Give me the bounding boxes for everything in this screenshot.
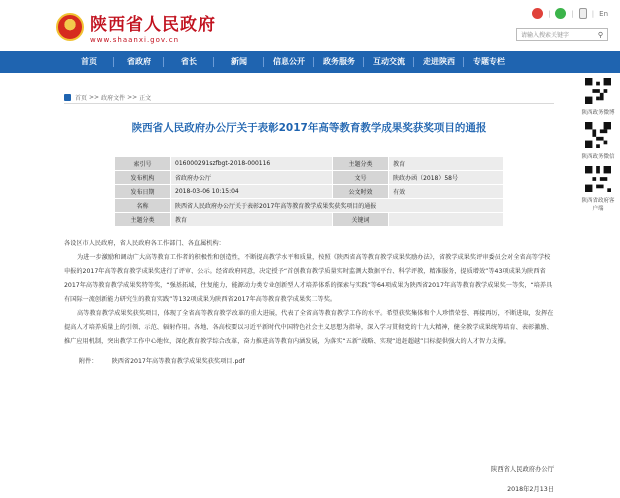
divider xyxy=(64,103,554,104)
sign-date: 2018年2月13日 xyxy=(507,486,554,493)
meta-value: 016000291szfbgt-2018-000116 xyxy=(171,157,333,171)
meta-value: 2018-03-06 10:15:04 xyxy=(171,185,333,199)
meta-value: 教育 xyxy=(171,213,333,227)
article-body xyxy=(64,237,554,369)
breadcrumb-sep: >> xyxy=(89,94,100,101)
qr-weibo[interactable] xyxy=(581,78,615,116)
meta-label: 索引号 xyxy=(115,157,171,171)
site-url: www.shaanxi.gov.cn xyxy=(90,36,180,44)
meta-value: 教育 xyxy=(389,157,504,171)
site-title: 陕西省人民政府 xyxy=(90,15,216,35)
qr-app[interactable] xyxy=(581,166,615,212)
nav-item-info-disclosure[interactable]: 信息公开 xyxy=(264,51,314,73)
breadcrumb-home[interactable]: 首页 xyxy=(75,95,88,102)
meta-value: 陕西省人民政府办公厅关于表彰2017年高等教育教学成果奖获奖项目的通报 xyxy=(171,199,504,213)
qr-code-icon xyxy=(585,166,611,192)
attachment-label: 附件： xyxy=(79,358,98,365)
meta-label: 发布机构 xyxy=(115,171,171,185)
nav-item-interaction[interactable]: 互动交流 xyxy=(364,51,414,73)
search-placeholder: 请输入搜索关键字 xyxy=(521,32,570,39)
meta-label: 文号 xyxy=(333,171,389,185)
nav-item-about-shaanxi[interactable]: 走进陕西 xyxy=(414,51,464,73)
qr-code-icon xyxy=(585,122,611,148)
meta-value: 省政府办公厅 xyxy=(171,171,333,185)
nav-item-home[interactable]: 首页 xyxy=(64,51,114,73)
main-nav xyxy=(0,51,620,73)
nav-item-services[interactable]: 政务服务 xyxy=(314,51,364,73)
logo-text xyxy=(90,10,216,44)
meta-value: 陕政办函（2018）58号 xyxy=(389,171,504,185)
home-icon xyxy=(64,94,71,101)
meta-label: 发布日期 xyxy=(115,185,171,199)
meta-value: 有效 xyxy=(389,185,504,199)
meta-label: 名称 xyxy=(115,199,171,213)
qr-code-icon xyxy=(585,78,611,104)
wechat-icon[interactable] xyxy=(555,8,566,19)
breadcrumb-current: 正文 xyxy=(139,95,152,102)
qr-caption: 陕西省政府客户端 xyxy=(581,198,615,212)
meta-label: 公文时效 xyxy=(333,185,389,199)
qr-caption: 陕西政务微博 xyxy=(581,110,615,116)
breadcrumb xyxy=(64,93,151,102)
qr-wechat[interactable] xyxy=(581,122,615,160)
paragraph: 高等教育教学成果奖获奖项目，体现了全省高等教育教学改革的重大进展，代表了全省高等教育教学工作的水平。希望获奖集体和个人珍惜荣誉、再接再厉，不断进取，发挥在提高人才培养质量上的引领、示范、辐射作用。各地、各高校要以习近平新时代中国特色社会主义思想为指导，深入学习贯彻党的十九大精神，健全教学成果统筹培育、表彰激励、推广应用机制，突出教学工作中心地位，深化教育教学综合改革，奋力推进高等教育内涵发展，为落实“五新”战略、实现“追赶超越”目标提供强大的人才智力支撑。 xyxy=(64,310,554,345)
doc-meta-table xyxy=(114,156,504,227)
salutation: 各设区市人民政府，省人民政府各工作部门、各直属机构： xyxy=(64,240,225,247)
search-input[interactable] xyxy=(516,28,608,41)
top-links: | | | En xyxy=(532,8,608,19)
breadcrumb-sep: >> xyxy=(127,94,138,101)
breadcrumb-gov-docs[interactable]: 政府文件 xyxy=(101,95,126,102)
nav-item-news[interactable]: 新闻 xyxy=(214,51,264,73)
nav-item-government[interactable]: 省政府 xyxy=(114,51,164,73)
english-link[interactable]: En xyxy=(599,9,608,18)
nav-item-topics[interactable]: 专题专栏 xyxy=(473,57,505,66)
signature: 陕西省人民政府办公厅 xyxy=(491,466,554,473)
table-row xyxy=(115,213,504,227)
meta-value xyxy=(389,213,504,227)
attachment-link[interactable]: 陕西省2017年高等教育教学成果奖获奖项目.pdf xyxy=(111,358,245,365)
qr-caption: 陕西政务微信 xyxy=(581,154,615,160)
nav-item-governor[interactable]: 省长 xyxy=(164,51,214,73)
page-title: 陕西省人民政府办公厅关于表彰2017年高等教育教学成果奖获奖项目的通报 xyxy=(131,122,487,134)
national-emblem-icon xyxy=(56,13,84,41)
meta-label: 关键词 xyxy=(333,213,389,227)
table-row xyxy=(115,171,504,185)
paragraph: 为进一步激励和调动广大高等教育工作者的积极性和创造性，不断提高教学水平和质量，按照《陕西省高等教育教学成果奖励办法》，省教学成果奖评审委员会对全省高等学校申报的2017年高等教育教学成果奖进行了评审、公示。经省政府同意，决定授予“首创教育教学质量实时监测大数据平台、科学评教，精准服务，提质增效”等43项成果为陕西省2017年高等教育教学成果奖特等奖，“强基拓域，往复能力，能源动力类专业创新型人才培养体系的探索与实践”等64项成果为陕西省2017年高等教育教学成果奖一等奖，“培养具有国际一流创新能力研究生的教育实践”等132项成果为陕西省2017年高等教育教学成果奖二等奖。 xyxy=(64,254,553,303)
meta-label: 主题分类 xyxy=(115,213,171,227)
table-row xyxy=(115,157,504,171)
weibo-icon[interactable] xyxy=(532,8,543,19)
site-logo[interactable] xyxy=(56,10,216,44)
attachment xyxy=(64,355,554,369)
table-row xyxy=(115,199,504,213)
mobile-icon[interactable] xyxy=(579,8,587,19)
meta-label: 主题分类 xyxy=(333,157,389,171)
table-row xyxy=(115,185,504,199)
search-icon[interactable]: ⚲ xyxy=(597,30,603,39)
